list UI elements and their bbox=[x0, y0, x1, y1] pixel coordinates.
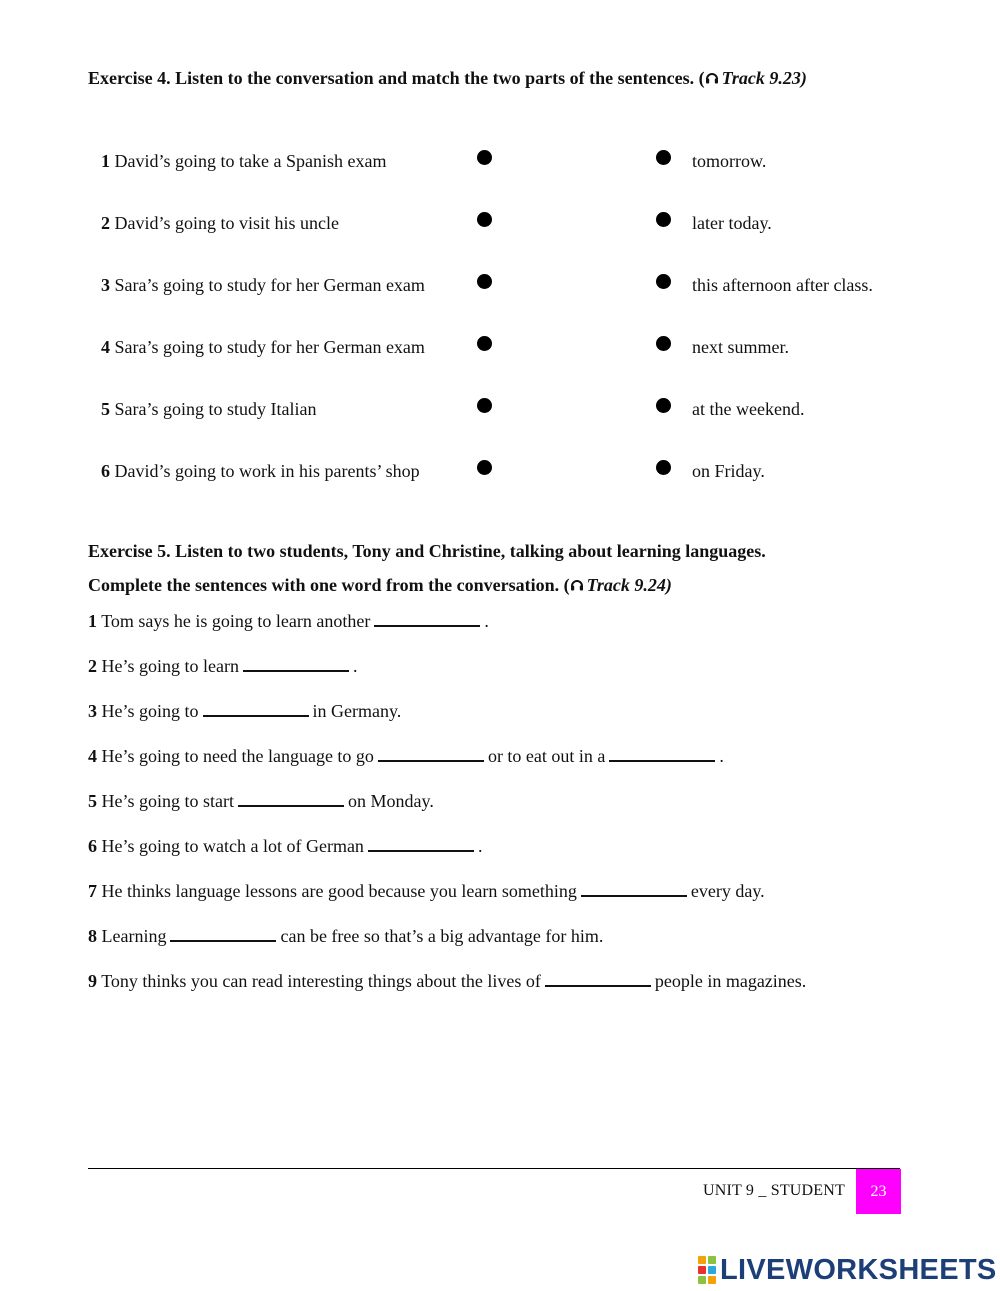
item-number: 4 bbox=[88, 746, 97, 766]
answer-blank[interactable] bbox=[170, 922, 276, 942]
match-row bbox=[0, 333, 1000, 363]
exercise-5-title: Complete the sentences with one word from the conversation. ( bbox=[88, 575, 570, 595]
exercise-4-track: Track 9.23) bbox=[721, 68, 807, 88]
match-left-dot[interactable] bbox=[477, 212, 492, 227]
item-text-end: people in magazines. bbox=[654, 971, 807, 991]
logo-blocks-icon bbox=[698, 1256, 716, 1284]
item-number: 8 bbox=[88, 926, 97, 946]
match-left-dot[interactable] bbox=[477, 398, 492, 413]
match-left-text: Sara’s going to study for her German exam bbox=[114, 337, 425, 357]
item-text-end: . bbox=[477, 836, 483, 856]
item-text-end: on Monday. bbox=[348, 791, 434, 811]
item-text: He’s going to bbox=[101, 701, 199, 721]
item-text-end: . bbox=[719, 746, 724, 766]
match-row bbox=[0, 147, 1000, 177]
match-left-item bbox=[101, 337, 425, 358]
liveworksheets-logo bbox=[698, 1254, 997, 1286]
headphones-icon bbox=[705, 71, 719, 85]
match-left-item bbox=[101, 213, 339, 234]
match-left-dot[interactable] bbox=[477, 150, 492, 165]
exercise-5-heading-line1: Exercise 5. Listen to two students, Tony and Christine, talking about learning languages. bbox=[88, 541, 766, 561]
item-text: Learning bbox=[101, 926, 167, 946]
match-left-item bbox=[101, 151, 386, 172]
item-number: 6 bbox=[88, 836, 97, 856]
match-right-text: this afternoon after class. bbox=[692, 275, 873, 295]
match-right-text: tomorrow. bbox=[692, 151, 767, 171]
fill-in-item bbox=[88, 877, 765, 902]
match-row bbox=[0, 457, 1000, 487]
item-text-end: can be free so that’s a big advantage for him. bbox=[280, 926, 604, 946]
item-number: 2 bbox=[101, 213, 110, 233]
match-left-dot[interactable] bbox=[477, 274, 492, 289]
match-right-text: next summer. bbox=[692, 337, 789, 357]
answer-blank[interactable] bbox=[609, 742, 715, 762]
match-right-dot[interactable] bbox=[656, 150, 671, 165]
fill-in-item bbox=[88, 787, 434, 812]
page-number-badge: 23 bbox=[856, 1169, 901, 1214]
item-text-end: . bbox=[352, 656, 358, 676]
match-right-dot[interactable] bbox=[656, 398, 671, 413]
match-row bbox=[0, 271, 1000, 301]
brand-name: LIVEWORKSHEETS bbox=[720, 1253, 997, 1286]
match-left-dot[interactable] bbox=[477, 336, 492, 351]
fill-in-item bbox=[88, 832, 482, 857]
item-text: He’s going to need the language to go bbox=[101, 746, 374, 766]
fill-in-item bbox=[88, 922, 603, 947]
match-row bbox=[0, 209, 1000, 239]
item-text-end: . bbox=[484, 611, 489, 631]
item-number: 1 bbox=[101, 151, 110, 171]
footer-divider bbox=[88, 1168, 900, 1169]
item-text-middle: or to eat out in a bbox=[487, 746, 606, 766]
match-left-text: Sara’s going to study Italian bbox=[114, 399, 317, 419]
answer-blank[interactable] bbox=[545, 967, 651, 987]
match-left-text: David’s going to take a Spanish exam bbox=[114, 151, 387, 171]
item-text: He thinks language lessons are good because you learn something bbox=[101, 881, 577, 901]
item-text-end: in Germany. bbox=[312, 701, 402, 721]
item-number: 3 bbox=[101, 275, 110, 295]
item-number: 3 bbox=[88, 701, 97, 721]
fill-in-item bbox=[88, 967, 806, 992]
answer-blank[interactable] bbox=[243, 652, 349, 672]
match-left-item bbox=[101, 461, 420, 482]
fill-in-item bbox=[88, 742, 724, 767]
exercise-4-heading bbox=[88, 67, 807, 89]
item-number: 4 bbox=[101, 337, 110, 357]
item-text: Tony thinks you can read interesting things about the lives of bbox=[101, 971, 541, 991]
exercise-5-heading-line2 bbox=[88, 574, 672, 596]
fill-in-item bbox=[88, 607, 489, 632]
match-right-dot[interactable] bbox=[656, 460, 671, 475]
item-number: 5 bbox=[88, 791, 97, 811]
answer-blank[interactable] bbox=[203, 697, 309, 717]
answer-blank[interactable] bbox=[368, 832, 474, 852]
match-row bbox=[0, 395, 1000, 425]
item-number: 1 bbox=[88, 611, 97, 631]
item-text: He’s going to watch a lot of German bbox=[101, 836, 364, 856]
item-text: Tom says he is going to learn another bbox=[101, 611, 371, 631]
footer-unit-label: UNIT 9 _ STUDENT bbox=[703, 1182, 846, 1199]
match-right-dot[interactable] bbox=[656, 336, 671, 351]
match-left-text: Sara’s going to study for her German exam bbox=[114, 275, 425, 295]
match-right-text: at the weekend. bbox=[692, 399, 805, 419]
headphones-icon bbox=[570, 578, 584, 592]
match-right-dot[interactable] bbox=[656, 212, 671, 227]
item-text: He’s going to start bbox=[101, 791, 234, 811]
match-left-item bbox=[101, 399, 316, 420]
item-text: He’s going to learn bbox=[101, 656, 239, 676]
item-text-end: every day. bbox=[690, 881, 765, 901]
match-left-dot[interactable] bbox=[477, 460, 492, 475]
item-number: 2 bbox=[88, 656, 97, 676]
fill-in-item bbox=[88, 652, 357, 677]
answer-blank[interactable] bbox=[581, 877, 687, 897]
item-number: 5 bbox=[101, 399, 110, 419]
item-number: 7 bbox=[88, 881, 97, 901]
exercise-4-title: Exercise 4. Listen to the conversation and match the two parts of the sentences. ( bbox=[88, 68, 705, 88]
match-right-dot[interactable] bbox=[656, 274, 671, 289]
answer-blank[interactable] bbox=[378, 742, 484, 762]
item-number: 6 bbox=[101, 461, 110, 481]
answer-blank[interactable] bbox=[374, 607, 480, 627]
match-left-text: David’s going to visit his uncle bbox=[114, 213, 339, 233]
match-right-text: on Friday. bbox=[692, 461, 765, 481]
exercise-5-track: Track 9.24) bbox=[586, 575, 672, 595]
fill-in-item bbox=[88, 697, 401, 722]
item-number: 9 bbox=[88, 971, 97, 991]
match-left-text: David’s going to work in his parents’ shop bbox=[114, 461, 420, 481]
match-right-text: later today. bbox=[692, 213, 772, 233]
answer-blank[interactable] bbox=[238, 787, 344, 807]
match-left-item bbox=[101, 275, 425, 296]
